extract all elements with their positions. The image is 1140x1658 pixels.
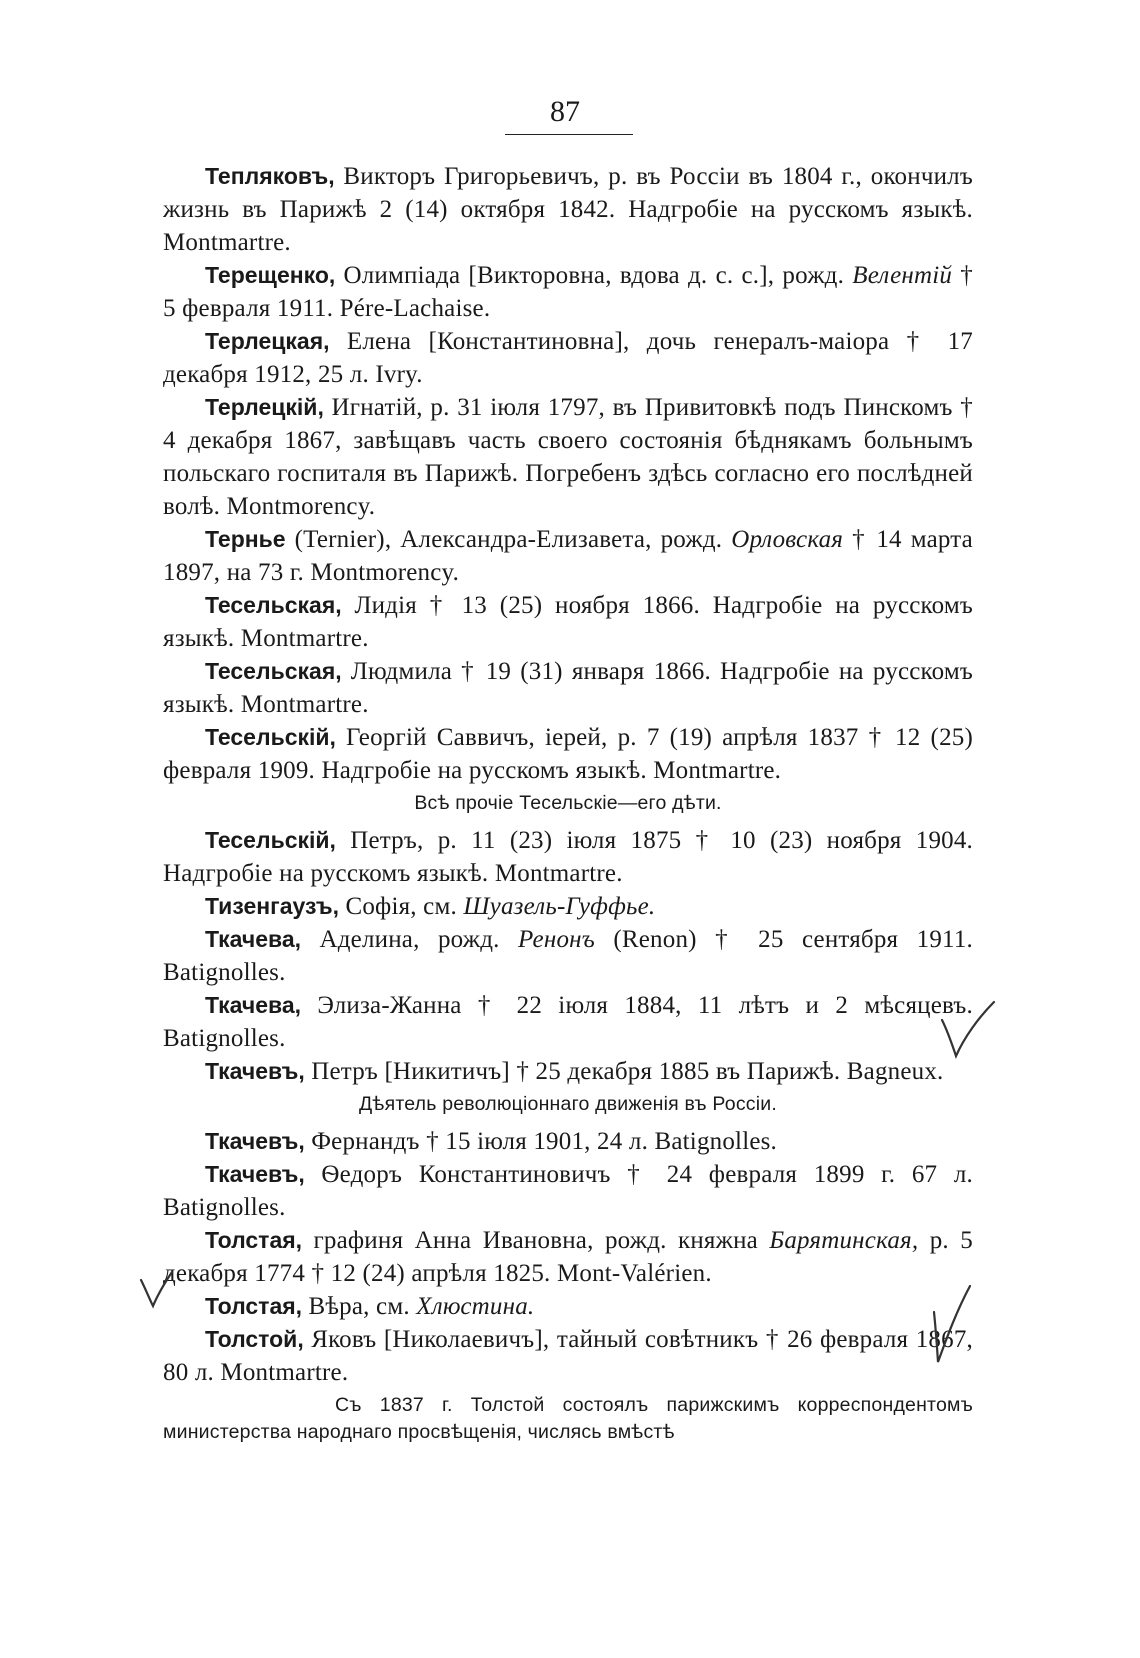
entry-maiden-name: Ренонъ bbox=[517, 926, 595, 953]
page-number-rule bbox=[505, 134, 633, 135]
entry-tkacheva-eliza bbox=[163, 989, 973, 1055]
entry-list bbox=[163, 160, 973, 1453]
entry-name: Ткачева, bbox=[205, 992, 302, 1018]
entry-teselsky-georgy bbox=[163, 721, 973, 787]
entry-tizengauz bbox=[163, 890, 973, 923]
entry-text: графиня Анна Ивановна, рожд. княжна bbox=[302, 1227, 770, 1254]
entry-name: Терещенко, bbox=[205, 262, 336, 288]
entry-tkacheva-adelina bbox=[163, 923, 973, 989]
entry-name: Терлецкій, bbox=[205, 394, 324, 420]
entry-name: Толстой, bbox=[205, 1326, 304, 1352]
entry-teplyakov bbox=[163, 160, 973, 259]
entry-name: Ткачевъ, bbox=[205, 1161, 305, 1187]
entry-tolstaya-vera bbox=[163, 1290, 973, 1323]
entry-tereshchenko bbox=[163, 259, 973, 325]
entry-cross-reference: Шуазель-Гуффье. bbox=[463, 893, 656, 920]
entry-teselskaya-lyudmila bbox=[163, 655, 973, 721]
entry-note: Всѣ прочіе Тесельскіе—его дѣти. bbox=[414, 792, 722, 814]
entry-maiden-name: Велентій bbox=[852, 262, 953, 289]
entry-text: р. 5 декабря 1774 † 12 (24) апрѣля 1825. Mont-Valérien. bbox=[163, 1227, 973, 1287]
entry-note: Дѣятель революціоннаго движенія въ Россіи. bbox=[359, 1093, 777, 1115]
handwritten-checkmark-icon bbox=[138, 1270, 178, 1310]
entry-maiden-name: Орловская bbox=[731, 526, 844, 553]
entry-terletskaya bbox=[163, 325, 973, 391]
entry-teselsky-petr bbox=[163, 824, 973, 890]
entry-text: Яковъ [Николаевичъ], тайный совѣтникъ † 26 февраля 1867, 80 л. Montmartre. bbox=[163, 1326, 973, 1386]
entry-tkachev-fernand bbox=[163, 1125, 973, 1158]
entry-name: Тесельскій, bbox=[205, 827, 336, 853]
entry-text: † 14 марта 1897, на 73 г. Montmorency. bbox=[163, 526, 973, 586]
entry-name: Ткачевъ, bbox=[205, 1058, 305, 1084]
entry-text: Аделина, рожд. bbox=[301, 926, 518, 953]
entry-text: Вѣра, см. bbox=[302, 1293, 417, 1320]
entry-text: (Renon) † 25 сентября 1911. Batignolles. bbox=[163, 926, 973, 986]
entry-name: Ткачевъ, bbox=[205, 1128, 305, 1154]
entry-text: Лидія † 13 (25) ноября 1866. Надгробіе на русскомъ языкѣ. Montmartre. bbox=[163, 592, 973, 652]
entry-text: Элиза-Жанна † 22 іюля 1884, 11 лѣтъ и 2 мѣсяцевъ. Batignolles. bbox=[163, 992, 973, 1052]
entry-text: † 5 февраля 1911. Pére-Lachaise. bbox=[163, 262, 974, 322]
entry-tolstaya-anna bbox=[163, 1224, 973, 1290]
entry-text: Олимпіада [Викторовна, вдова д. с. с.], рожд. bbox=[335, 262, 853, 289]
entry-text: Викторъ Григорьевичъ, р. въ Россіи въ 1804 г., окончилъ жизнь въ Парижѣ 2 (14) октября 1842. Надгробіе на русскомъ языкѣ. Montmartre. bbox=[163, 163, 973, 256]
entry-text: Фернандъ † 15 іюля 1901, 24 л. Batignolles. bbox=[304, 1128, 778, 1155]
entry-maiden-name: Барятинская, bbox=[769, 1227, 919, 1254]
entry-text: Игнатій, р. 31 іюля 1797, въ Привитовкѣ подъ Пинскомъ † 4 декабря 1867, завѣщавъ часть своего состоянія бѣднякамъ больнымъ польскаго госпиталя въ Парижѣ. Погребенъ здѣсь согласно его послѣдней волѣ. Montmorency. bbox=[163, 394, 973, 520]
entry-text: Софія, см. bbox=[339, 893, 464, 920]
entry-name: Толстая, bbox=[205, 1293, 303, 1319]
entry-text: Петръ, р. 11 (23) іюля 1875 † 10 (23) ноября 1904. Надгробіе на русскомъ языкѣ. Montmartre. bbox=[163, 827, 973, 887]
handwritten-checkmark-icon bbox=[928, 1282, 973, 1367]
entry-cross-reference: Хлюстина. bbox=[416, 1293, 535, 1320]
entry-text: Ѳедоръ Константиновичъ † 24 февраля 1899 г. 67 л. Batignolles. bbox=[163, 1161, 973, 1221]
entry-tkachev-petr bbox=[163, 1055, 973, 1088]
entry-text: Людмила † 19 (31) января 1866. Надгробіе на русскомъ языкѣ. Montmartre. bbox=[163, 658, 973, 718]
entry-note: Съ 1837 г. Толстой состоялъ парижскимъ корреспондентомъ министерства народнаго просвѣщенія, числясь вмѣстѣ bbox=[163, 1394, 973, 1443]
entry-name: Терлецкая, bbox=[205, 328, 330, 354]
entry-name: Толстая, bbox=[205, 1227, 303, 1253]
entry-name: Ткачева, bbox=[205, 926, 302, 952]
entry-text: Елена [Константиновна], дочь генералъ-маіора † 17 декабря 1912, 25 л. Ivry. bbox=[163, 328, 973, 388]
entry-name: Тизенгаузъ, bbox=[205, 893, 340, 919]
entry-name: Тепляковъ, bbox=[205, 163, 335, 189]
page-number: 87 bbox=[550, 95, 580, 128]
entry-name: Тесельская, bbox=[205, 592, 342, 618]
entry-tolstoy-yakov bbox=[163, 1323, 973, 1389]
entry-name: Тесельская, bbox=[205, 658, 342, 684]
entry-teselskaya-lidia bbox=[163, 589, 973, 655]
entry-text: (Ternier), Александра-Елизавета, рожд. bbox=[285, 526, 732, 553]
entry-name: Терньe bbox=[205, 526, 286, 552]
entry-text: Георгій Саввичъ, іерей, р. 7 (19) апрѣля 1837 † 12 (25) февраля 1909. Надгробіе на русскомъ языкѣ. Montmartre. bbox=[163, 724, 973, 784]
entry-text: Петръ [Никитичъ] † 25 декабря 1885 въ Парижѣ. Bagneux. bbox=[304, 1058, 944, 1085]
entry-tkachev-fedor bbox=[163, 1158, 973, 1224]
entry-name: Тесельскій, bbox=[205, 724, 336, 750]
entry-ternier bbox=[163, 523, 973, 589]
entry-terletsky bbox=[163, 391, 973, 523]
handwritten-checkmark-icon bbox=[938, 998, 998, 1068]
